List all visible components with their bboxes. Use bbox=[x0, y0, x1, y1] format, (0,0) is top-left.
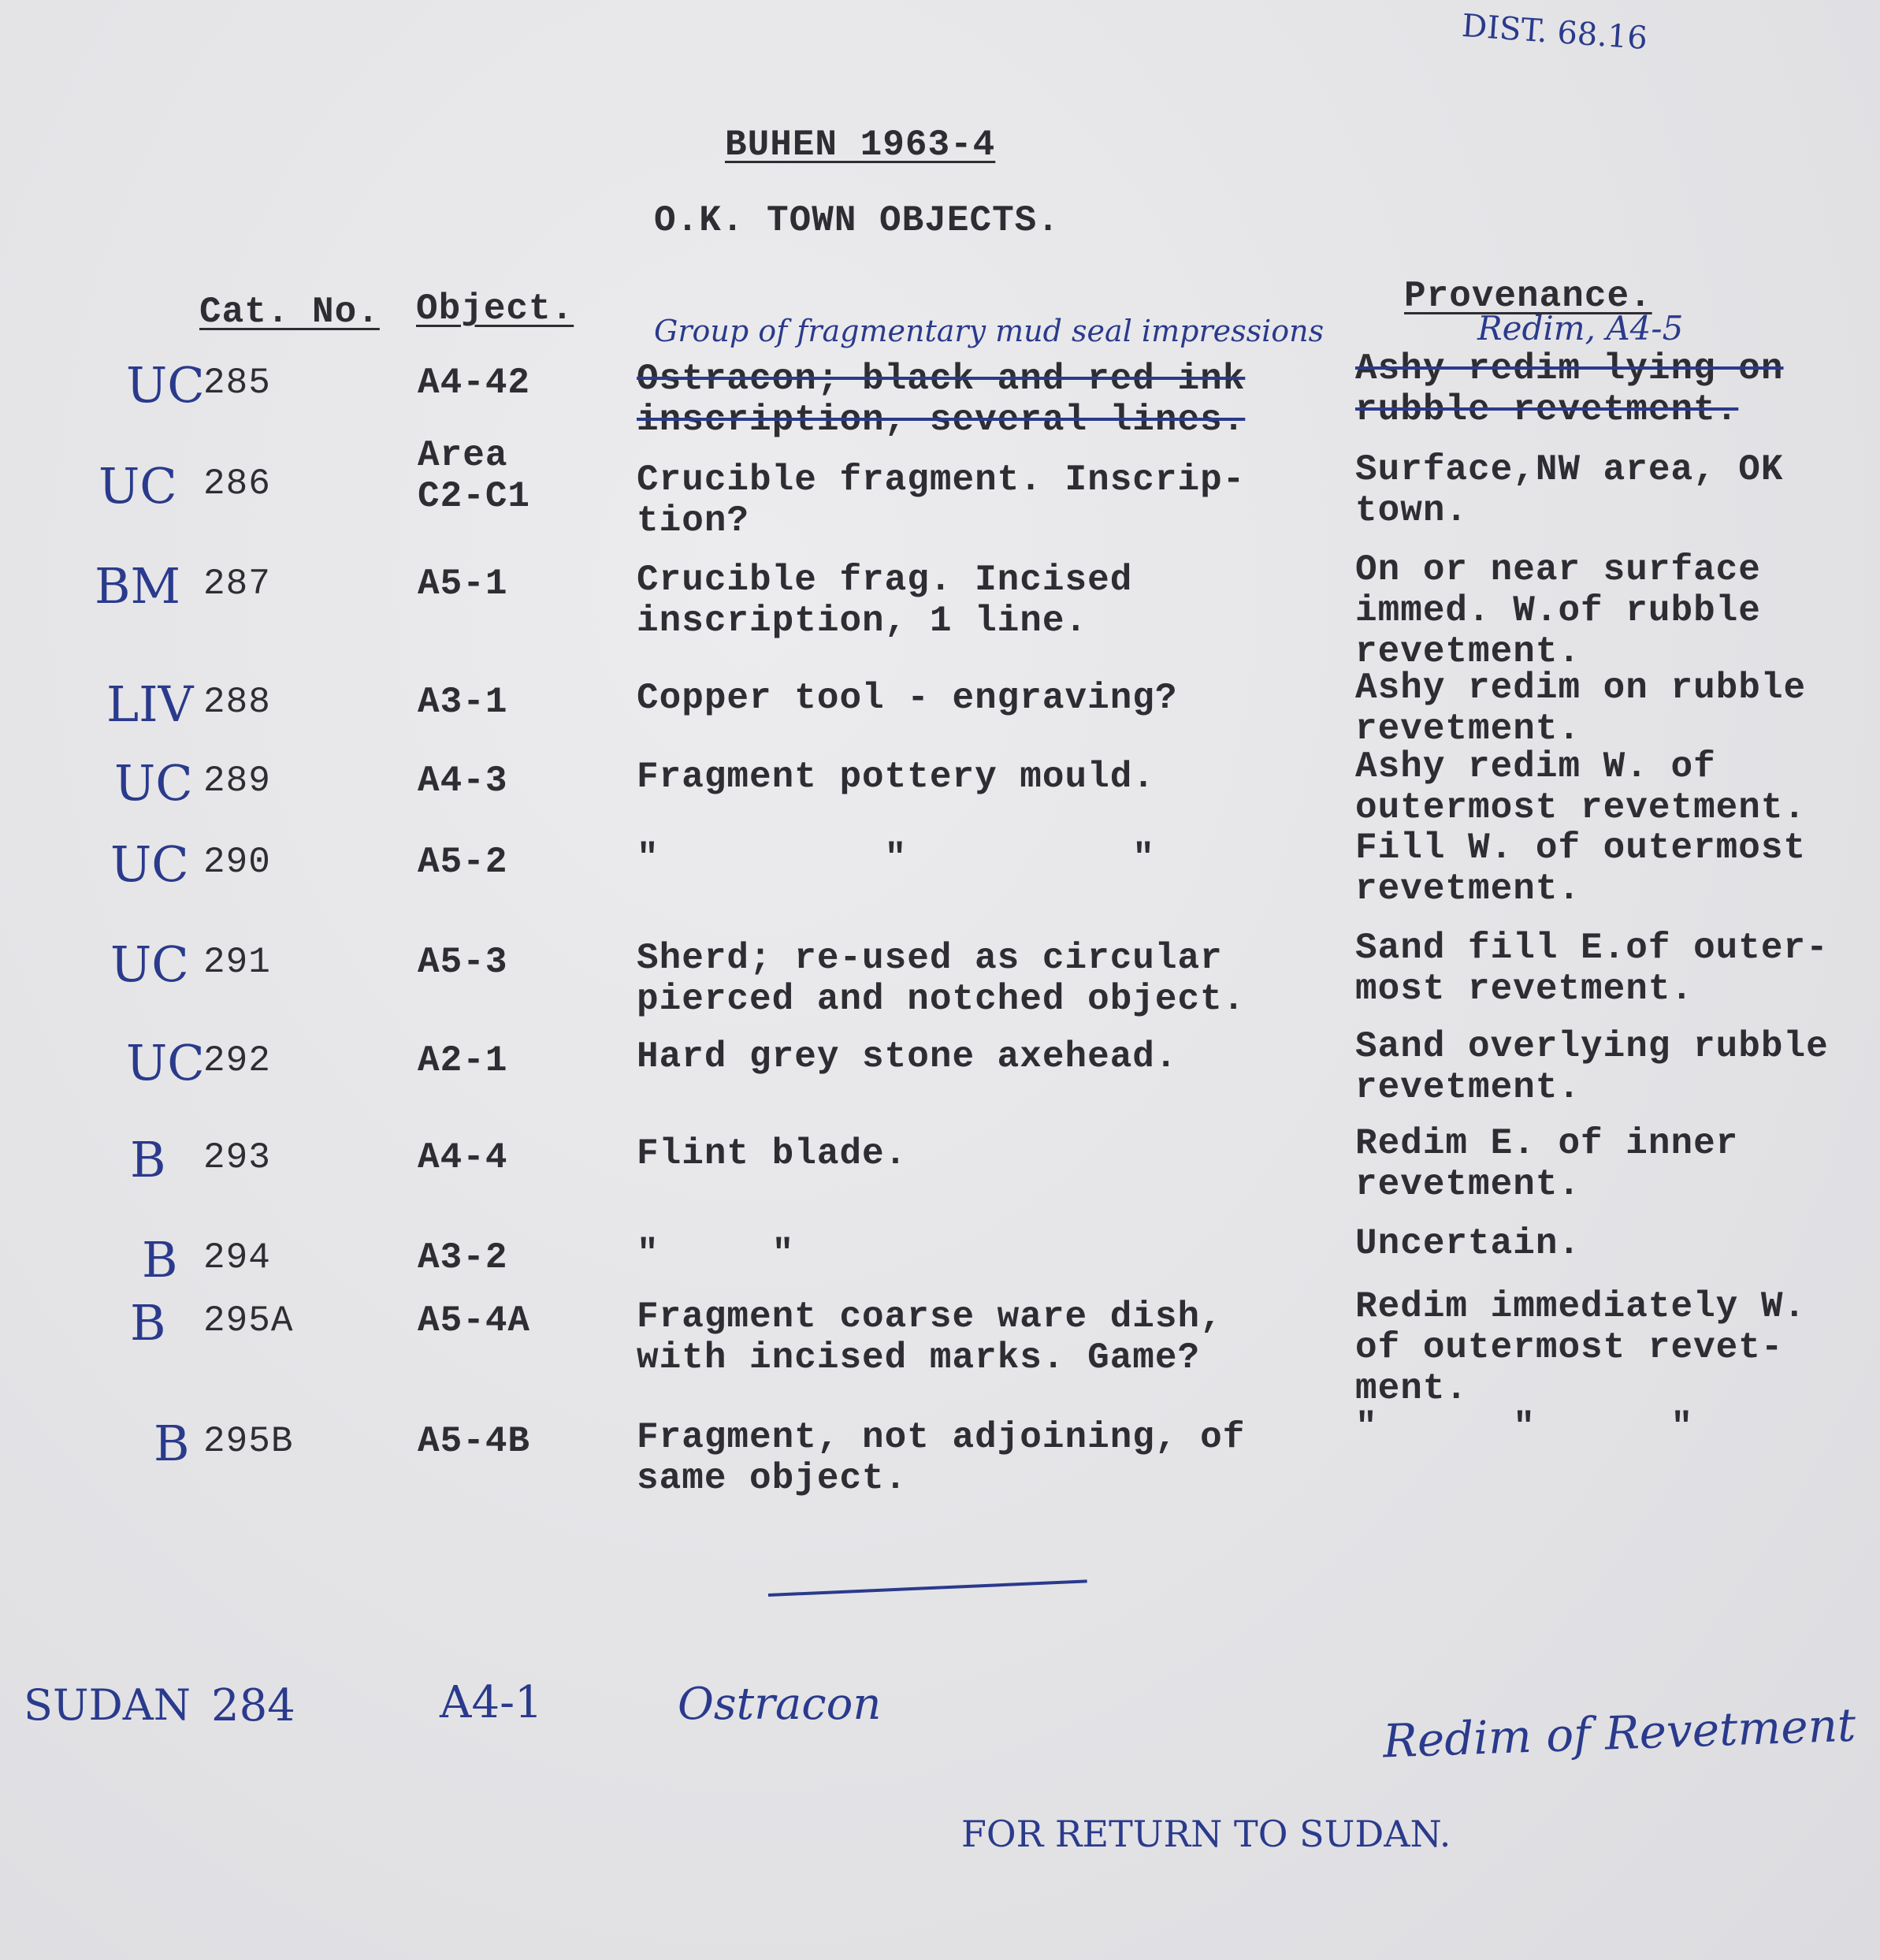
row-mark: B bbox=[154, 1415, 190, 1472]
row-object: A3-2 bbox=[418, 1237, 508, 1278]
row-provenance-line: Sand fill E.of outer- bbox=[1355, 928, 1829, 969]
row-provenance-line: revetment. bbox=[1355, 1164, 1581, 1205]
row-description-line: pierced and notched object. bbox=[637, 979, 1246, 1020]
row-cat-no: 289 bbox=[203, 761, 271, 801]
row-mark: B bbox=[142, 1231, 178, 1289]
row-mark: B bbox=[130, 1294, 166, 1352]
row-description-line: Flint blade. bbox=[637, 1133, 908, 1174]
row-mark: UC bbox=[126, 356, 205, 414]
row-description-line: Hard grey stone axehead. bbox=[637, 1036, 1178, 1077]
row-object: A5-3 bbox=[418, 942, 508, 983]
footer-description: Ostracon bbox=[678, 1679, 882, 1730]
row-provenance-line: Ashy redim on rubble bbox=[1355, 668, 1807, 709]
row-provenance-line: ment. bbox=[1355, 1368, 1469, 1409]
row-description-line: Copper tool - engraving? bbox=[637, 678, 1178, 719]
row-provenance-line: Ashy redim W. of bbox=[1355, 746, 1716, 787]
footer-object: A4-1 bbox=[440, 1677, 543, 1728]
row-object: A4-42 bbox=[418, 363, 531, 404]
row-object: A4-4 bbox=[418, 1137, 508, 1178]
row-provenance-line: " " " bbox=[1355, 1407, 1694, 1448]
row-cat-no: 295B bbox=[203, 1421, 294, 1462]
row-mark: BM bbox=[95, 557, 181, 615]
row-object: A5-4B bbox=[418, 1421, 531, 1462]
row-cat-no: 295A bbox=[203, 1300, 294, 1341]
row-object: A5-2 bbox=[418, 842, 508, 883]
row-mark: UC bbox=[110, 835, 189, 893]
row-provenance-line: of outermost revet- bbox=[1355, 1327, 1784, 1368]
row-description-line: Crucible fragment. Inscrip- bbox=[637, 459, 1246, 500]
description-correction: Group of fragmentary mud seal impressions bbox=[654, 314, 1325, 348]
row-description-line: Fragment pottery mould. bbox=[637, 757, 1155, 798]
row-cat-no: 290 bbox=[203, 842, 271, 883]
separator-line bbox=[768, 1579, 1087, 1597]
row-provenance-line: outermost revetment. bbox=[1355, 787, 1807, 828]
row-description-line: " " " bbox=[637, 838, 1155, 879]
row-description-line: Sherd; re-used as circular bbox=[637, 938, 1223, 979]
row-description-line: Ostracon; black and red ink bbox=[637, 359, 1246, 400]
header-cat-no: Cat. No. bbox=[199, 292, 380, 333]
row-provenance-line: Redim E. of inner bbox=[1355, 1123, 1739, 1164]
row-provenance-line: revetment. bbox=[1355, 1067, 1581, 1108]
row-mark: UC bbox=[126, 1034, 205, 1092]
row-provenance-line: On or near surface bbox=[1355, 549, 1761, 590]
footer-cat: 284 bbox=[211, 1680, 295, 1731]
row-provenance-line: town. bbox=[1355, 490, 1469, 531]
row-provenance-line: immed. W.of rubble bbox=[1355, 590, 1761, 631]
row-provenance-line: Surface,NW area, OK bbox=[1355, 449, 1784, 490]
row-mark: UC bbox=[110, 935, 189, 993]
row-cat-no: 287 bbox=[203, 563, 271, 604]
row-object: A5-4A bbox=[418, 1300, 531, 1341]
row-provenance-line: Uncertain. bbox=[1355, 1223, 1581, 1264]
row-description-line: inscription, several lines. bbox=[637, 400, 1246, 441]
row-provenance-line: Fill W. of outermost bbox=[1355, 828, 1807, 868]
row-provenance-line: revetment. bbox=[1355, 631, 1581, 672]
row-cat-no: 294 bbox=[203, 1237, 271, 1278]
row-object: A5-1 bbox=[418, 563, 508, 604]
row-provenance-line: rubble revetment. bbox=[1355, 389, 1739, 430]
row-description-line: Crucible frag. Incised bbox=[637, 560, 1133, 601]
row-cat-no: 291 bbox=[203, 942, 271, 983]
row-provenance-line: Redim immediately W. bbox=[1355, 1286, 1807, 1327]
row-provenance-line: Sand overlying rubble bbox=[1355, 1026, 1829, 1067]
document-title: BUHEN 1963-4 bbox=[725, 125, 996, 166]
row-mark: UC bbox=[98, 457, 177, 515]
row-cat-no: 286 bbox=[203, 463, 271, 504]
row-object: Area C2-C1 bbox=[418, 435, 531, 517]
row-description-line: Fragment coarse ware dish, bbox=[637, 1296, 1223, 1337]
row-mark: B bbox=[130, 1131, 166, 1188]
header-object: Object. bbox=[416, 288, 574, 329]
row-cat-no: 285 bbox=[203, 363, 271, 404]
row-object: A4-3 bbox=[418, 761, 508, 801]
row-cat-no: 288 bbox=[203, 682, 271, 723]
row-provenance-line: most revetment. bbox=[1355, 969, 1694, 1010]
row-provenance-line: revetment. bbox=[1355, 868, 1581, 909]
header-provenance: Provenance. bbox=[1404, 276, 1652, 317]
row-mark: LIV bbox=[106, 675, 194, 733]
footer-provenance: Redim of Revetment bbox=[1381, 1698, 1857, 1768]
row-cat-no: 292 bbox=[203, 1040, 271, 1081]
row-description-line: " " bbox=[637, 1233, 795, 1274]
reference-number: DIST. 68.16 bbox=[1460, 7, 1649, 58]
row-provenance-line: revetment. bbox=[1355, 709, 1581, 749]
row-description-line: same object. bbox=[637, 1458, 908, 1499]
provenance-correction: Redim, A4-5 bbox=[1477, 309, 1684, 348]
row-description-line: Fragment, not adjoining, of bbox=[637, 1417, 1246, 1458]
row-description-line: inscription, 1 line. bbox=[637, 601, 1088, 642]
footer-note: FOR RETURN TO SUDAN. bbox=[961, 1813, 1451, 1855]
row-mark: UC bbox=[114, 754, 193, 812]
footer-mark: SUDAN bbox=[24, 1680, 191, 1730]
row-object: A3-1 bbox=[418, 682, 508, 723]
document-subtitle: O.K. TOWN OBJECTS. bbox=[654, 200, 1060, 241]
row-cat-no: 293 bbox=[203, 1137, 271, 1178]
row-object: A2-1 bbox=[418, 1040, 508, 1081]
row-description-line: tion? bbox=[637, 500, 750, 541]
row-provenance-line: Ashy redim lying on bbox=[1355, 348, 1784, 389]
row-description-line: with incised marks. Game? bbox=[637, 1337, 1201, 1378]
